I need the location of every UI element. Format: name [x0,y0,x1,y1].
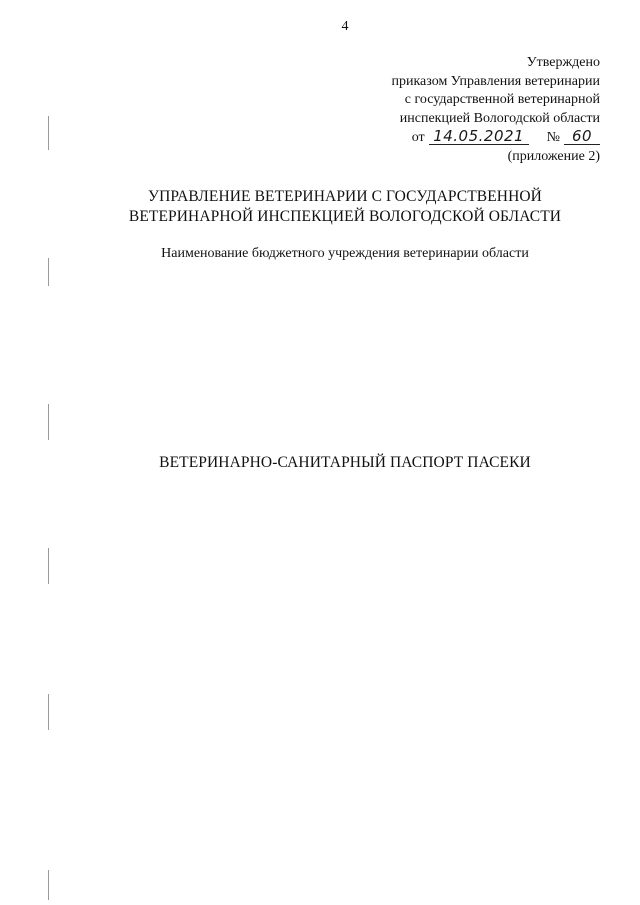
approval-line-3: с государственной ветеринарной [404,92,600,107]
approval-line-4: инспекцией Вологодской области [399,110,600,126]
approval-block [300,54,600,166]
approval-line-1: Утверждено [526,55,600,70]
appendix-label: (приложение 2) [507,148,600,164]
organization-header-line-1: УПРАВЛЕНИЕ ВЕТЕРИНАРИИ С ГОСУДАРСТВЕННОЙ [148,188,542,205]
institution-label: Наименование бюджетного учреждения ветеринарии области [161,246,529,261]
number-prefix: № [546,130,560,145]
date-prefix: от [411,130,425,145]
page-number: 4 [341,19,349,34]
order-date-number-line [300,128,600,148]
scan-mark [48,258,49,286]
scan-mark [48,870,49,900]
handwritten-date: 14.05.2021 [429,128,529,145]
handwritten-number: 60 [564,128,600,145]
scan-mark [48,404,49,440]
scan-mark [48,694,49,730]
scan-mark [48,116,49,150]
organization-header [0,187,640,227]
approval-line-2: приказом Управления ветеринарии [391,73,600,89]
organization-header-line-2: ВЕТЕРИНАРНОЙ ИНСПЕКЦИЕЙ ВОЛОГОДСКОЙ ОБЛАСТИ [128,208,562,225]
document-title: ВЕТЕРИНАРНО-САНИТАРНЫЙ ПАСПОРТ ПАСЕКИ [159,454,531,471]
scan-mark [48,548,49,584]
